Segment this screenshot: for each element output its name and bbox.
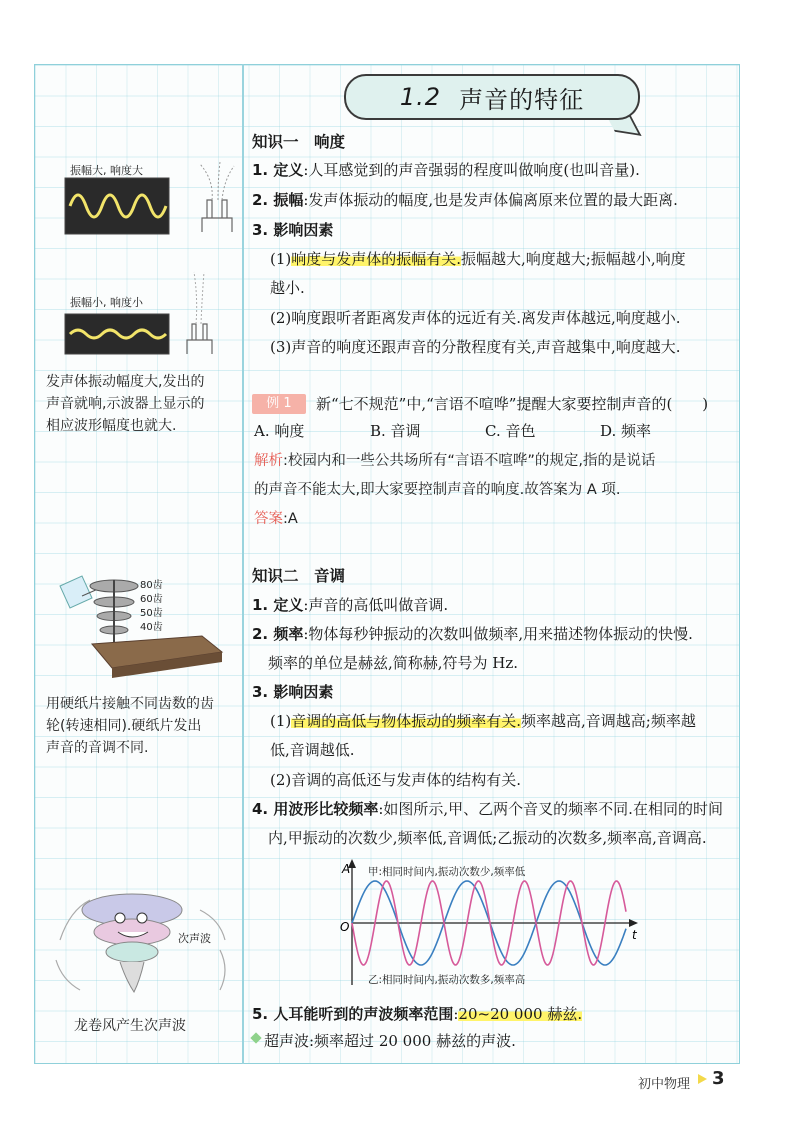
gear-label-40: 40齿 bbox=[140, 622, 163, 633]
analysis-line-2: 的声音不能太大,即大家要控制声音的响度.故答案为 A 项. bbox=[254, 482, 621, 498]
k1-factor-3: (3)声音的响度还跟声音的分散程度有关,声音越集中,响度越大. bbox=[270, 338, 681, 356]
k2-definition: 1. 定义:声音的高低叫做音调. bbox=[252, 596, 449, 614]
page-number: 3 bbox=[712, 1068, 725, 1089]
axis-y-label: A bbox=[342, 862, 351, 876]
tuning-fork-icon-2 bbox=[187, 324, 212, 354]
tornado-eye-right bbox=[137, 913, 147, 923]
k2-factor-2: (2)音调的高低还与发声体的结构有关. bbox=[270, 771, 522, 789]
img2-label: 振幅小, 响度小 bbox=[70, 296, 143, 309]
side-note-1-line-1: 发声体振动幅度大,发出的 bbox=[46, 374, 205, 390]
label-yi: 乙:相同时间内,振动次数多,频率高 bbox=[368, 974, 526, 986]
oscilloscope-quiet-illustration bbox=[62, 268, 237, 358]
side-note-1-line-3: 相应波形幅度也就大. bbox=[46, 418, 177, 434]
k1-factors-label: 3. 影响因素 bbox=[252, 221, 334, 239]
k1-amplitude: 2. 振幅:发声体振动的幅度,也是发声体偏离原来位置的最大距离. bbox=[252, 191, 678, 209]
label-jia: 甲:相同时间内,振动次数少,频率低 bbox=[368, 866, 526, 878]
gear-label-50: 50齿 bbox=[140, 608, 163, 619]
k2-factors-label: 3. 影响因素 bbox=[252, 683, 334, 701]
option-d: D. 频率 bbox=[600, 422, 652, 440]
footer-arrow-icon bbox=[698, 1074, 707, 1084]
option-c: C. 音色 bbox=[485, 422, 536, 440]
side-note-2-line-1: 用硬纸片接触不同齿数的齿 bbox=[46, 696, 214, 712]
k1-factor-1-highlight: 响度与发声体的振幅有关. bbox=[291, 250, 462, 268]
wave-comparison-chart bbox=[330, 855, 650, 995]
k1-factor-1-cont: 越小. bbox=[270, 279, 305, 297]
side-note-2-line-3: 声音的音调不同. bbox=[46, 740, 149, 756]
k2-factor-1-highlight: 音调的高低与物体振动的频率有关. bbox=[291, 712, 522, 730]
k2-range: 5. 人耳能听到的声波频率范围:20~20 000 赫兹. bbox=[252, 1005, 583, 1023]
sound-spray-icon bbox=[200, 162, 234, 200]
k2-ultrasound: 超声波:频率超过 20 000 赫兹的声波. bbox=[264, 1032, 516, 1050]
tornado-eye-left bbox=[115, 913, 125, 923]
k2-heading: 知识二 音调 bbox=[252, 567, 346, 585]
k2-range-highlight: 20~20 000 赫兹. bbox=[458, 1005, 583, 1023]
sound-spray-icon-2 bbox=[194, 272, 204, 324]
oscilloscope-loud-illustration bbox=[62, 160, 237, 240]
k1-heading: 知识一 响度 bbox=[252, 133, 346, 151]
margin-divider bbox=[242, 64, 244, 1064]
k2-compare-cont: 内,甲振动的次数少,频率低,音调低;乙振动的次数多,频率高,音调高. bbox=[268, 829, 707, 847]
k2-frequency: 2. 频率:物体每秒钟振动的次数叫做频率,用来描述物体振动的快慢. bbox=[252, 625, 693, 643]
k1-definition: 1. 定义:人耳感觉到的声音强弱的程度叫做响度(也叫音量). bbox=[252, 161, 640, 179]
analysis-line-1: 解析:校园内和一些公共场所有“言语不喧哗”的规定,指的是说话 bbox=[254, 453, 656, 469]
k2-factor-1: (1)音调的高低与物体振动的频率有关.频率越高,音调越高;频率越 bbox=[270, 712, 696, 730]
k1-factor-1: (1)响度与发声体的振幅有关.振幅越大,响度越大;振幅越小,响度 bbox=[270, 250, 686, 268]
option-a: A. 响度 bbox=[254, 422, 305, 440]
axis-x-label: t bbox=[632, 928, 637, 942]
k2-factor-1-cont: 低,音调越低. bbox=[270, 741, 355, 759]
gear-label-80: 80齿 bbox=[140, 580, 163, 591]
k2-compare: 4. 用波形比较频率:如图所示,甲、乙两个音叉的频率不同.在相同的时间 bbox=[252, 800, 723, 818]
example-badge: 例 1 bbox=[252, 394, 306, 414]
img1-label: 振幅大, 响度大 bbox=[70, 164, 143, 177]
footer-subject: 初中物理 bbox=[638, 1077, 691, 1092]
example-question: 新“七不规范”中,“言语不喧哗”提醒大家要控制声音的( ) bbox=[316, 395, 709, 413]
gear-disc-illustration bbox=[52, 572, 232, 682]
side-note-1-line-2: 声音就响,示波器上显示的 bbox=[46, 396, 205, 412]
side-note-2-line-2: 轮(转速相同).硬纸片发出 bbox=[46, 718, 202, 734]
origin-label: O bbox=[340, 920, 350, 934]
option-b: B. 音调 bbox=[370, 422, 421, 440]
infrasound-label: 次声波 bbox=[178, 932, 211, 945]
paper-card-icon bbox=[60, 576, 92, 608]
k2-frequency-cont: 频率的单位是赫兹,简称赫,符号为 Hz. bbox=[268, 654, 519, 672]
section-number: 1.2 bbox=[399, 83, 442, 111]
tornado-caption: 龙卷风产生次声波 bbox=[74, 1018, 186, 1034]
x-axis-arrow bbox=[629, 919, 638, 927]
section-title: 声音的特征 bbox=[459, 85, 585, 114]
tornado-tail bbox=[120, 962, 144, 992]
section-title-banner bbox=[344, 74, 640, 120]
tornado-low bbox=[106, 942, 158, 962]
gear-label-60: 60齿 bbox=[140, 594, 163, 605]
tornado-illustration bbox=[50, 880, 240, 1005]
tuning-fork-icon bbox=[202, 200, 232, 232]
k1-factor-2: (2)响度跟听者距离发声体的远近有关.离发声体越远,响度越小. bbox=[270, 309, 681, 327]
answer: 答案:A bbox=[254, 511, 298, 527]
